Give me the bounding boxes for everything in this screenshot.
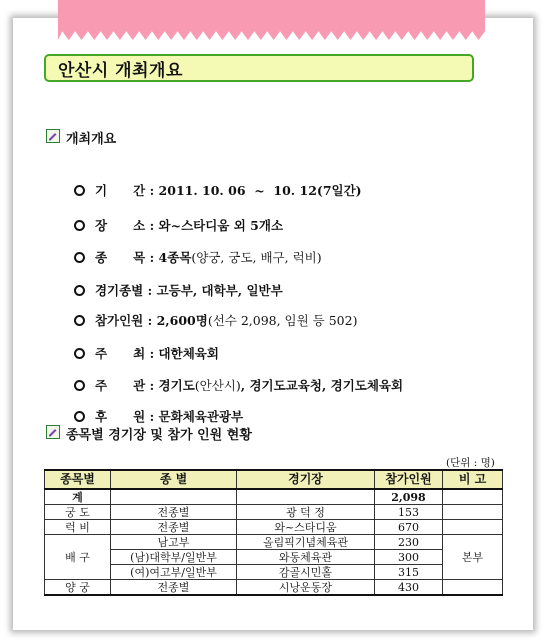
item-value: 고등부, 대학부, 일반부: [156, 283, 283, 298]
item-value-detail: (양궁, 궁도, 배구, 럭비): [191, 250, 322, 265]
cell-count: 230: [375, 535, 443, 550]
overview-item-venue: 장 소 : 와~스타디움 외 5개소: [66, 201, 283, 234]
cell-venue: 감골시민홀: [237, 565, 375, 580]
cell-note: [443, 580, 503, 596]
circle-bullet-icon: [74, 185, 85, 196]
item-value: 와~스타디움 외 5개소: [158, 218, 284, 233]
item-value: 대한체육회: [158, 346, 219, 361]
cell-count: 153: [375, 505, 443, 520]
cell-category: (남)대학부/일반부: [111, 550, 237, 565]
circle-bullet-icon: [74, 220, 85, 231]
overview-item-host: 주 최 : 대한체육회: [66, 329, 219, 362]
cell-category: 전종별: [111, 520, 237, 535]
item-label: 주 최: [94, 346, 146, 361]
overview-item-divisions: 경기종별 : 고등부, 대학부, 일반부: [66, 266, 283, 299]
cell-venue: 올림픽기념체육관: [237, 535, 375, 550]
circle-bullet-icon: [74, 411, 85, 422]
cell-venue: 와~스타디움: [237, 520, 375, 535]
table-row: [45, 535, 503, 550]
table-row-total: [45, 489, 503, 505]
circle-bullet-icon: [74, 348, 85, 359]
item-label: 후 원: [94, 409, 146, 424]
total-label: 계: [45, 489, 111, 505]
table-row: [45, 580, 503, 596]
cell-sport: 배 구: [45, 535, 111, 580]
cell-sport: 양 궁: [45, 580, 111, 596]
item-value-tail: , 경기도교육청, 경기도체육회: [240, 378, 404, 393]
item-value: 4종목: [158, 250, 192, 265]
item-label: 참가인원: [94, 313, 144, 328]
column-header: 종목별: [45, 470, 111, 489]
cell-venue: 와동체육관: [237, 550, 375, 565]
cell-category: (여)여고부/일반부: [111, 565, 237, 580]
column-header: 종 별: [111, 470, 237, 489]
cell-note: [443, 505, 503, 520]
item-label: 경기종별: [94, 283, 144, 298]
cell-count: 300: [375, 550, 443, 565]
overview-item-events: 종 목 : 4종목(양궁, 궁도, 배구, 럭비): [66, 233, 322, 266]
cell-count: 315: [375, 565, 443, 580]
cell-sport: 궁 도: [45, 505, 111, 520]
cell-venue: 시낭운동장: [237, 580, 375, 596]
venue-participants-table: [44, 469, 503, 596]
item-label: 기 간: [94, 183, 146, 198]
overview-item-participants: 참가인원 : 2,600명(선수 2,098, 임원 등 502): [66, 296, 357, 329]
item-label: 종 목: [94, 250, 146, 265]
table-row: [45, 520, 503, 535]
page-title: 안산시 개최개요: [58, 61, 183, 81]
cell-category: 전종별: [111, 580, 237, 596]
cell-note: 본부: [443, 535, 503, 580]
item-value-detail: (선수 2,098, 임원 등 502): [207, 313, 358, 328]
total-value: 2,098: [375, 489, 443, 505]
cell-category: 전종별: [111, 505, 237, 520]
table-row: [45, 565, 503, 580]
table-row: [45, 505, 503, 520]
item-label: 주 관: [94, 378, 146, 393]
overview-item-sponsor: 후 원 : 문화체육관광부: [66, 392, 243, 425]
item-value: 경기도: [158, 378, 195, 393]
circle-bullet-icon: [74, 315, 85, 326]
cell-venue: 광 덕 정: [237, 505, 375, 520]
circle-bullet-icon: [74, 285, 85, 296]
table-header-row: [45, 470, 503, 489]
cell-sport: 럭 비: [45, 520, 111, 535]
cell-count: 430: [375, 580, 443, 596]
circle-bullet-icon: [74, 252, 85, 263]
column-header: 경기장: [237, 470, 375, 489]
cell-count: 670: [375, 520, 443, 535]
item-value: 2011. 10. 06 ~ 10. 12(7일간): [158, 183, 362, 198]
item-label: 장 소: [94, 218, 146, 233]
section-heading-venues: 종목별 경기장 및 참가 인원 현황: [66, 428, 252, 443]
cell-category: 남고부: [111, 535, 237, 550]
pencil-icon: [46, 129, 60, 143]
overview-item-period: 기 간 : 2011. 10. 06 ~ 10. 12(7일간): [66, 166, 362, 199]
pencil-icon: [46, 425, 60, 439]
column-header: 비 고: [443, 470, 503, 489]
circle-bullet-icon: [74, 380, 85, 391]
item-value: 문화체육관광부: [158, 409, 244, 424]
column-header: 참가인원: [375, 470, 443, 489]
section-heading-overview: 개최개요: [66, 132, 117, 147]
unit-note: (단위 : 명): [446, 457, 495, 469]
item-value: 2,600명: [156, 313, 208, 328]
table-row: [45, 550, 503, 565]
item-value-detail: (안산시): [194, 378, 241, 393]
overview-item-organizer: 주 관 : 경기도(안산시), 경기도교육청, 경기도체육회: [66, 361, 403, 394]
cell-note: [443, 520, 503, 535]
